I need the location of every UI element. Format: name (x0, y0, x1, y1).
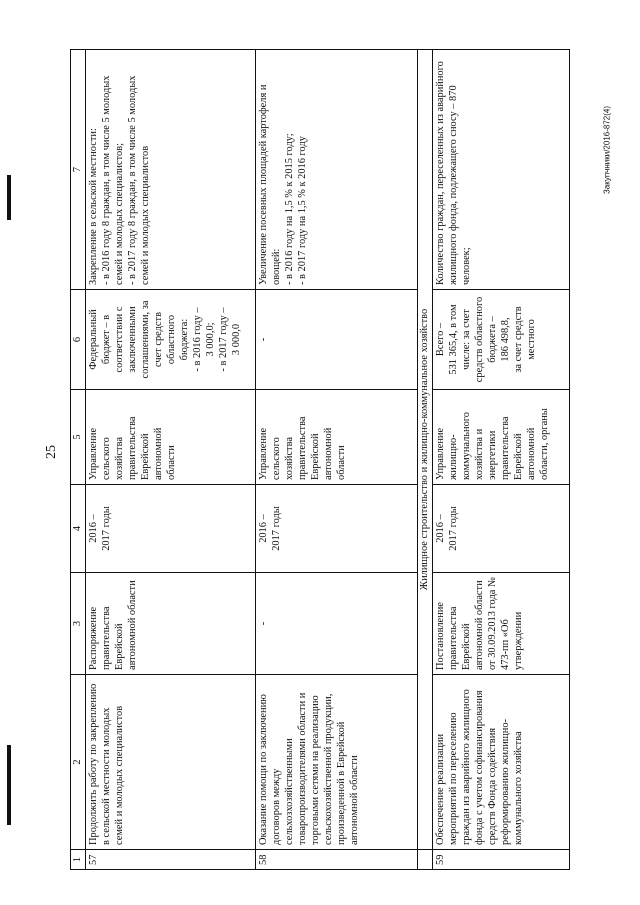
table-row (433, 50, 570, 870)
executor-cell: Управление жилищно-коммунального хозяйства и энергетики правительства Еврейской автономной области, органы (433, 390, 570, 485)
result-cell: Количество граждан, переселенных из аварийного жилищного фонда, подлежащего сносу – 870 человек; (433, 50, 570, 290)
document-footer-id: Закупчники/2016-872(4) (602, 105, 612, 195)
document-cell: Распоряжение правительства Еврейской автономной области (86, 573, 256, 675)
scan-edge-mark-top (7, 175, 11, 220)
period-cell: 2016 – 2017 годы (433, 485, 570, 573)
section-empty-cell (418, 850, 433, 870)
header-cell: 3 (71, 573, 86, 675)
funding-cell: Федеральный бюджет – в соответствии с заключенными соглашениями, за счет средств областного бюджета: - в 2016 году – 3 000,0; - в 2017 году – 3 000,0 (86, 290, 256, 390)
result-cell: Увеличение посевных площадей картофеля и овощей: - в 2016 году на 1,5 % к 2015 году; - в 2017 году на 1,5 % к 2016 году (256, 50, 418, 290)
table-row (86, 50, 256, 870)
row-number: 58 (256, 850, 418, 870)
measure-cell: Продолжить работу по закреплению в сельской местности молодых семей и молодых специалистов (86, 675, 256, 850)
section-row (418, 50, 433, 870)
executor-cell: Управление сельского хозяйства правительства Еврейской автономной области (86, 390, 256, 485)
funding-cell: Всего – 531 365,4, в том числе: за счет средств областного бюджета – 186 498,8, за счет средств местного (433, 290, 570, 390)
header-cell: 1 (71, 850, 86, 870)
scan-edge-mark-bottom (7, 745, 11, 825)
document-cell: - (256, 573, 418, 675)
header-cell: 4 (71, 485, 86, 573)
row-number: 57 (86, 850, 256, 870)
measure-cell: Обеспечение реализации мероприятий по переселению граждан из аварийного жилищного фонда с учетом софинансирования средств Фонда содействия реформированию жилищно-коммунального хозяйства (433, 675, 570, 850)
executor-cell: Управление сельского хозяйства правительства Еврейской автономной области (256, 390, 418, 485)
header-cell: 6 (71, 290, 86, 390)
header-cell: 5 (71, 390, 86, 485)
section-title: Жилищное строительство и жилищно-коммунальное хозяйство (418, 50, 433, 850)
page-number: 25 (44, 445, 59, 459)
rotated-table-container (70, 50, 570, 870)
table-row (256, 50, 418, 870)
period-cell: 2016 – 2017 годы (86, 485, 256, 573)
row-number: 59 (433, 850, 570, 870)
plan-table (70, 49, 570, 870)
result-cell: Закрепление в сельской местности: - в 2016 году 8 граждан, в том числе 5 молодых семей и молодых специалистов; - в 2017 году 8 граждан, в том числе 5 молодых семей и молодых специалистов (86, 50, 256, 290)
funding-cell: - (256, 290, 418, 390)
document-cell: Постановление правительства Еврейской автономной области от 30.09.2013 года № 473-пп «Об утверждении (433, 573, 570, 675)
header-cell: 7 (71, 50, 86, 290)
measure-cell: Оказание помощи по заключению договоров между сельхозхозяйственными товаропроизводителями области и торговыми сетями на реализацию сельскохозяйственной продукции, произведенной в Еврейской автономной области (256, 675, 418, 850)
period-cell: 2016 – 2017 годы (256, 485, 418, 573)
table-header-row (71, 50, 86, 870)
header-cell: 2 (71, 675, 86, 850)
